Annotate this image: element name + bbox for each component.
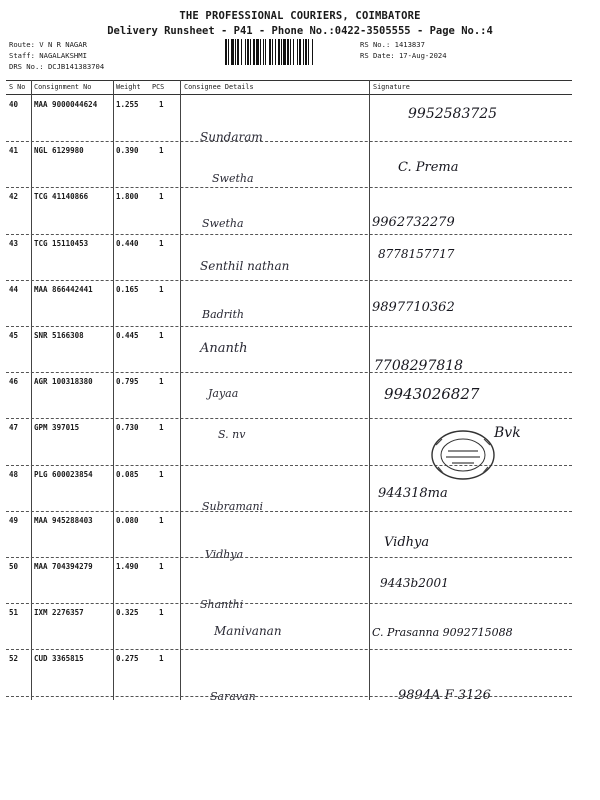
consignment-number: SNR 5166308 <box>34 331 84 340</box>
weight-value: 1.255 <box>116 100 139 109</box>
barcode-bar <box>228 39 229 65</box>
row-serial-number: 47 <box>9 423 19 433</box>
consignee-handwritten-name: Sundaram <box>200 130 263 144</box>
consignment-number: MAA 866442441 <box>34 284 93 294</box>
barcode-bar <box>275 39 276 65</box>
signature-handwritten: Bvk <box>494 425 521 442</box>
barcode-bar <box>265 39 266 65</box>
column-divider <box>369 80 370 700</box>
consignment-number: PLG 600023854 <box>34 469 93 479</box>
weight-value: 1.800 <box>116 192 139 202</box>
column-divider <box>31 80 32 700</box>
signature-handwritten: 9443b2001 <box>380 576 449 590</box>
row-serial-number: 50 <box>9 562 19 571</box>
row-separator <box>6 326 572 327</box>
consignment-number: IXM 2276357 <box>34 608 84 618</box>
weight-value: 0.085 <box>116 469 139 479</box>
pcs-value: 1 <box>159 654 164 664</box>
weight-value: 0.390 <box>116 146 139 156</box>
pcs-value: 1 <box>159 192 164 202</box>
barcode-bar <box>241 39 242 65</box>
barcode-bar <box>272 39 273 65</box>
row-serial-number: 44 <box>9 284 19 294</box>
pcs-value: 1 <box>159 377 164 387</box>
header-top-rule <box>6 80 572 81</box>
barcode-bar <box>225 39 227 65</box>
weight-value: 0.275 <box>116 654 139 664</box>
row-serial-number: 42 <box>9 192 19 202</box>
pcs-value: 1 <box>159 146 164 156</box>
barcode-bar <box>281 39 282 65</box>
pcs-value: 1 <box>159 423 164 433</box>
consignee-handwritten-name: Manivanan <box>214 624 282 639</box>
signature-handwritten: 9943026827 <box>384 385 480 404</box>
row-serial-number: 51 <box>9 608 19 618</box>
pcs-value: 1 <box>159 331 164 340</box>
column-header-weight: Weight <box>116 83 141 91</box>
signature-handwritten: 8778157717 <box>378 246 455 261</box>
runsheet-subtitle: Delivery Runsheet - P41 - Phone No.:0422-3505555 - Page No.:4 <box>107 25 493 37</box>
column-header-pcs: PCS <box>152 83 165 91</box>
consignee-handwritten-name: Saravan <box>210 690 256 704</box>
consignment-number: MAA 9000044624 <box>34 100 98 109</box>
pcs-value: 1 <box>159 515 164 525</box>
consignee-handwritten-name: Jayaa <box>208 387 239 401</box>
pcs-value: 1 <box>159 100 164 109</box>
consignee-handwritten-name: Badrith <box>202 307 244 321</box>
row-separator <box>6 557 572 558</box>
consignee-handwritten-name: Senthil nathan <box>200 258 290 273</box>
signature-handwritten: 9962732279 <box>372 215 455 231</box>
column-divider <box>113 80 114 700</box>
row-serial-number: 45 <box>9 331 19 340</box>
row-separator <box>6 187 572 188</box>
weight-value: 1.490 <box>116 562 139 571</box>
row-separator <box>6 696 572 697</box>
consignee-handwritten-name: Ananth <box>200 341 248 356</box>
barcode-bar <box>231 39 234 65</box>
barcode-bar <box>278 39 280 65</box>
weight-value: 0.730 <box>116 423 139 433</box>
barcode-bar <box>235 39 236 65</box>
consignee-handwritten-name: Swetha <box>212 172 254 186</box>
barcode-bar <box>308 39 309 65</box>
drs-number: DRS No.: DCJB141383704 <box>9 62 105 71</box>
weight-value: 0.080 <box>116 515 139 525</box>
consignment-number: TCG 15110453 <box>34 238 89 248</box>
weight-value: 0.795 <box>116 377 139 387</box>
row-separator <box>6 603 572 604</box>
row-separator <box>6 511 572 512</box>
delivery-stamp <box>428 427 498 483</box>
barcode-bar <box>290 39 291 65</box>
barcode-bar <box>297 39 298 65</box>
weight-value: 0.440 <box>116 238 139 248</box>
signature-handwritten: 7708297818 <box>374 358 464 374</box>
barcode-bar <box>256 39 259 65</box>
consignee-handwritten-name: Swetha <box>202 217 244 231</box>
barcode-bar <box>287 39 289 65</box>
barcode-bar <box>253 39 255 65</box>
consignment-number: MAA 945288403 <box>34 515 93 525</box>
pcs-value: 1 <box>159 284 164 294</box>
signature-handwritten: Vidhya <box>384 534 430 550</box>
column-header-consignment: Consignment No <box>34 83 92 91</box>
signature-handwritten: 9897710362 <box>372 299 455 315</box>
row-separator <box>6 372 572 373</box>
rs-number: RS No.: 1413837 <box>360 40 425 49</box>
signature-handwritten: 944318ma <box>378 485 448 501</box>
consignment-number: AGR 100318380 <box>34 377 93 387</box>
pcs-value: 1 <box>159 238 164 248</box>
consignee-handwritten-name: Vidhya <box>205 547 244 561</box>
row-serial-number: 52 <box>9 654 19 664</box>
barcode-bar <box>237 39 239 65</box>
weight-value: 0.445 <box>116 331 139 340</box>
weight-value: 0.325 <box>116 608 139 618</box>
signature-handwritten: 9952583725 <box>408 106 498 122</box>
weight-value: 0.165 <box>116 284 139 294</box>
signature-handwritten: 9894A F 3126 <box>398 688 491 704</box>
column-header-sno: S No <box>9 83 26 91</box>
barcode-bar <box>303 39 304 65</box>
column-header-signature: Signature <box>373 83 410 91</box>
consignment-number: NGL 6129980 <box>34 146 84 156</box>
barcode-bar <box>269 39 271 65</box>
row-serial-number: 43 <box>9 238 19 248</box>
barcode-bar <box>312 39 313 65</box>
signature-handwritten: C. Prasanna 9092715088 <box>372 626 513 640</box>
runsheet-title: THE PROFESSIONAL COURIERS, COIMBATORE <box>179 10 421 22</box>
row-serial-number: 48 <box>9 469 19 479</box>
barcode-bar <box>293 39 294 65</box>
consignment-number: CUD 3365815 <box>34 654 84 664</box>
barcode-bar <box>263 39 264 65</box>
barcode <box>225 39 353 65</box>
consignee-handwritten-name: S. nv <box>218 428 246 442</box>
signature-handwritten: C. Prema <box>398 160 459 176</box>
row-separator <box>6 141 572 142</box>
barcode-bar <box>299 39 301 65</box>
header-bottom-rule <box>6 94 572 95</box>
consignment-number: GPM 397015 <box>34 423 80 433</box>
barcode-bar <box>305 39 307 65</box>
pcs-value: 1 <box>159 469 164 479</box>
column-header-consignee: Consignee Details <box>184 83 254 91</box>
pcs-value: 1 <box>159 608 164 618</box>
row-separator <box>6 649 572 650</box>
barcode-bar <box>260 39 261 65</box>
barcode-bar <box>247 39 249 65</box>
consignment-number: TCG 41140866 <box>34 192 89 202</box>
barcode-bar <box>250 39 251 65</box>
barcode-bar <box>245 39 246 65</box>
route-label: Route: V N R NAGAR <box>9 40 87 49</box>
consignee-handwritten-name: Subramani <box>202 499 264 513</box>
staff-label: Staff: NAGALAKSHMI <box>9 51 87 60</box>
row-serial-number: 41 <box>9 146 19 156</box>
row-serial-number: 49 <box>9 515 19 525</box>
row-serial-number: 46 <box>9 377 19 387</box>
row-separator <box>6 418 572 419</box>
consignment-number: MAA 704394279 <box>34 562 93 571</box>
row-separator <box>6 234 572 235</box>
rs-date: RS Date: 17-Aug-2024 <box>360 51 447 60</box>
row-separator <box>6 280 572 281</box>
consignee-handwritten-name: Shanthi <box>200 598 244 611</box>
pcs-value: 1 <box>159 562 164 571</box>
row-serial-number: 40 <box>9 100 19 109</box>
barcode-bar <box>283 39 286 65</box>
column-divider <box>180 80 181 700</box>
